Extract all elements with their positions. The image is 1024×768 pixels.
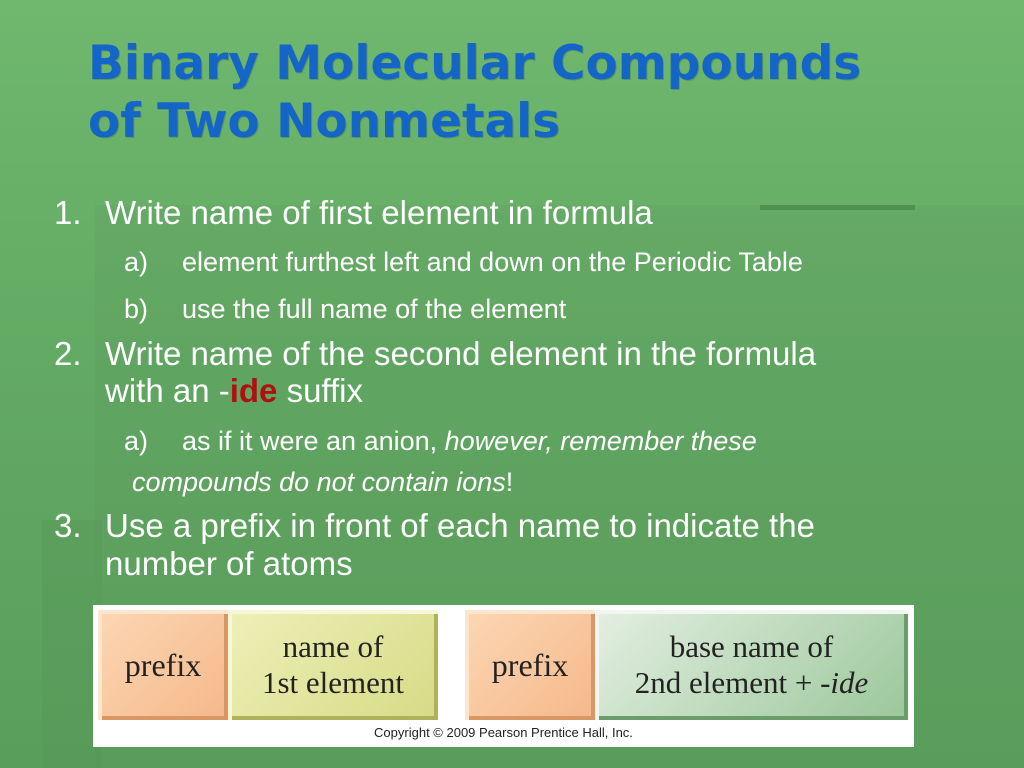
step-3-text-line1: Use a prefix in front of each name to indicate the <box>105 507 815 544</box>
step-2a-letter: a) <box>124 426 149 456</box>
step-1a-letter: a) <box>124 247 149 277</box>
second-element-line2-pre: 2nd element + <box>634 665 821 700</box>
first-element-name-box <box>228 610 438 720</box>
title-line-2: of Two Nonmetals <box>88 94 561 149</box>
step-3-text-line2: number of atoms <box>105 545 353 582</box>
step-1-number: 1. <box>54 194 82 231</box>
step-3-number: 3. <box>54 507 82 544</box>
step-2-post: suffix <box>277 372 363 409</box>
title-line-1: Binary Molecular Compounds <box>88 36 862 91</box>
step-2-text-line2 <box>105 372 363 410</box>
step-2a-text-line2 <box>132 466 513 498</box>
step-1a-text: element furthest left and down on the Periodic Table <box>182 247 803 277</box>
step-2a-italic-2: compounds do not contain ions <box>132 467 506 497</box>
decorative-line <box>760 205 915 210</box>
step-2a-text-line1 <box>182 425 757 457</box>
first-element-line2: 1st element <box>261 665 405 700</box>
ide-suffix-highlight: ide <box>229 372 278 409</box>
step-2a-pre: as if it were an anion, <box>182 426 445 456</box>
first-element-line1: name of <box>282 629 384 664</box>
step-2-text-line1: Write name of the second element in the formula <box>105 335 817 372</box>
step-1b-letter: b) <box>124 294 149 324</box>
prefix-box-2: prefix <box>465 610 595 720</box>
step-2-number: 2. <box>54 335 82 372</box>
second-element-name-box <box>595 610 908 720</box>
step-1-text: Write name of first element in formula <box>105 194 653 231</box>
second-element-line1: base name of <box>669 629 834 664</box>
ide-suffix-label: -ide <box>820 665 869 700</box>
copyright-notice: Copyright © 2009 Pearson Prentice Hall, Inc. <box>374 725 633 740</box>
prefix-naming-figure <box>93 605 914 747</box>
step-2a-italic-1: however, remember these <box>444 426 757 456</box>
second-element-diagram <box>465 610 908 720</box>
step-2a-post: ! <box>505 467 514 497</box>
step-2-pre: with an - <box>105 372 230 409</box>
slide-title <box>88 35 968 151</box>
first-element-diagram <box>98 610 438 720</box>
prefix-box-1: prefix <box>98 610 228 720</box>
step-1b-text: use the full name of the element <box>182 294 567 324</box>
second-element-line2 <box>635 665 869 701</box>
